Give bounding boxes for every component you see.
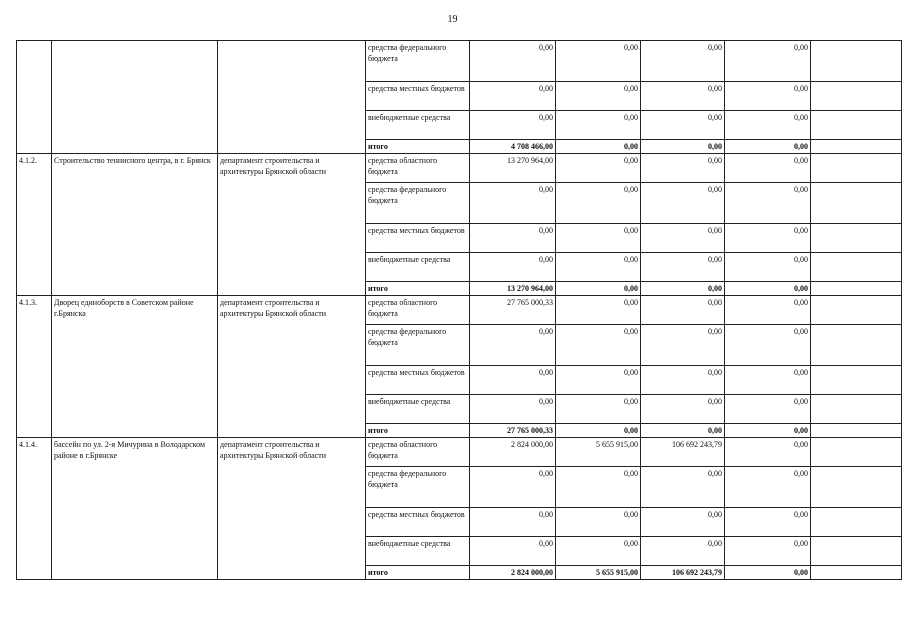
empty-cell [811, 566, 902, 580]
funding-source: средства федерального бюджета [366, 41, 470, 82]
amount-cell: 0,00 [725, 253, 811, 282]
amount-cell: 0,00 [556, 183, 641, 224]
amount-cell: 0,00 [556, 154, 641, 183]
funding-source: итого [366, 282, 470, 296]
amount-cell: 0,00 [725, 296, 811, 325]
empty-cell [811, 140, 902, 154]
amount-cell: 106 692 243,79 [641, 438, 725, 467]
amount-cell: 0,00 [556, 395, 641, 424]
amount-cell: 0,00 [641, 296, 725, 325]
amount-cell: 0,00 [556, 424, 641, 438]
amount-cell: 0,00 [556, 41, 641, 82]
amount-cell: 0,00 [470, 395, 556, 424]
item-name: бассейн по ул. 2-я Мичурина в Володарском районе в г.Брянске [52, 438, 218, 580]
funding-source: средства областного бюджета [366, 296, 470, 325]
amount-cell: 0,00 [725, 424, 811, 438]
empty-cell [811, 253, 902, 282]
amount-cell: 0,00 [641, 325, 725, 366]
funding-source: итого [366, 140, 470, 154]
amount-cell: 0,00 [556, 140, 641, 154]
amount-cell: 0,00 [556, 537, 641, 566]
empty-cell [811, 366, 902, 395]
item-name: Строительство теннисного центра, в г. Брянск [52, 154, 218, 296]
empty-cell [811, 537, 902, 566]
amount-cell: 0,00 [556, 325, 641, 366]
item-executor: департамент строительства и архитектуры Брянской области [218, 296, 366, 438]
amount-cell: 0,00 [641, 111, 725, 140]
funding-source: итого [366, 566, 470, 580]
amount-cell: 0,00 [641, 424, 725, 438]
amount-cell: 0,00 [641, 253, 725, 282]
funding-source: средства местных бюджетов [366, 82, 470, 111]
amount-cell: 0,00 [641, 467, 725, 508]
amount-cell: 0,00 [641, 282, 725, 296]
empty-cell [811, 154, 902, 183]
amount-cell: 0,00 [725, 154, 811, 183]
funding-source: внебюджетные средства [366, 395, 470, 424]
amount-cell: 0,00 [725, 183, 811, 224]
amount-cell: 0,00 [641, 395, 725, 424]
amount-cell: 0,00 [556, 111, 641, 140]
empty-cell [811, 325, 902, 366]
amount-cell: 4 708 466,00 [470, 140, 556, 154]
amount-cell: 0,00 [725, 82, 811, 111]
funding-source: итого [366, 424, 470, 438]
empty-cell [811, 111, 902, 140]
amount-cell: 13 270 964,00 [470, 282, 556, 296]
empty-cell [811, 224, 902, 253]
amount-cell: 0,00 [725, 467, 811, 508]
amount-cell: 0,00 [725, 111, 811, 140]
amount-cell: 0,00 [641, 154, 725, 183]
amount-cell: 0,00 [556, 282, 641, 296]
amount-cell: 0,00 [556, 508, 641, 537]
item-code [17, 41, 52, 154]
amount-cell: 0,00 [725, 566, 811, 580]
item-executor [218, 41, 366, 154]
amount-cell: 0,00 [725, 140, 811, 154]
funding-source: средства областного бюджета [366, 154, 470, 183]
amount-cell: 0,00 [641, 41, 725, 82]
amount-cell: 0,00 [641, 537, 725, 566]
amount-cell: 0,00 [556, 296, 641, 325]
amount-cell: 0,00 [470, 508, 556, 537]
item-code: 4.1.2. [17, 154, 52, 296]
empty-cell [811, 508, 902, 537]
funding-source: внебюджетные средства [366, 111, 470, 140]
amount-cell: 0,00 [556, 253, 641, 282]
funding-source: внебюджетные средства [366, 253, 470, 282]
amount-cell: 0,00 [725, 438, 811, 467]
empty-cell [811, 296, 902, 325]
funding-source: средства местных бюджетов [366, 224, 470, 253]
amount-cell: 106 692 243,79 [641, 566, 725, 580]
amount-cell: 0,00 [556, 82, 641, 111]
amount-cell: 2 824 000,00 [470, 566, 556, 580]
amount-cell: 0,00 [725, 41, 811, 82]
amount-cell: 0,00 [725, 537, 811, 566]
page-number: 19 [447, 14, 458, 25]
amount-cell: 0,00 [641, 508, 725, 537]
funding-source: средства местных бюджетов [366, 366, 470, 395]
empty-cell [811, 282, 902, 296]
amount-cell: 0,00 [556, 366, 641, 395]
funding-source: средства федерального бюджета [366, 325, 470, 366]
amount-cell: 0,00 [641, 82, 725, 111]
amount-cell: 2 824 000,00 [470, 438, 556, 467]
amount-cell: 0,00 [470, 111, 556, 140]
table-row [17, 154, 902, 183]
empty-cell [811, 41, 902, 82]
empty-cell [811, 467, 902, 508]
empty-cell [811, 424, 902, 438]
amount-cell: 0,00 [470, 325, 556, 366]
amount-cell: 0,00 [470, 366, 556, 395]
funding-source: средства местных бюджетов [366, 508, 470, 537]
funding-source: средства федерального бюджета [366, 467, 470, 508]
table-row [17, 41, 902, 82]
amount-cell: 0,00 [470, 183, 556, 224]
table-row [17, 438, 902, 467]
amount-cell: 5 655 915,00 [556, 438, 641, 467]
empty-cell [811, 183, 902, 224]
amount-cell: 0,00 [725, 508, 811, 537]
amount-cell: 5 655 915,00 [556, 566, 641, 580]
funding-source: средства федерального бюджета [366, 183, 470, 224]
empty-cell [811, 82, 902, 111]
amount-cell: 27 765 000,33 [470, 424, 556, 438]
funding-table-body [17, 41, 902, 580]
amount-cell: 0,00 [470, 537, 556, 566]
table-row [17, 296, 902, 325]
empty-cell [811, 438, 902, 467]
item-code: 4.1.4. [17, 438, 52, 580]
amount-cell: 0,00 [470, 224, 556, 253]
amount-cell: 0,00 [470, 467, 556, 508]
amount-cell: 0,00 [725, 325, 811, 366]
item-name [52, 41, 218, 154]
amount-cell: 0,00 [641, 224, 725, 253]
amount-cell: 0,00 [556, 467, 641, 508]
amount-cell: 0,00 [556, 224, 641, 253]
item-code: 4.1.3. [17, 296, 52, 438]
funding-source: средства областного бюджета [366, 438, 470, 467]
amount-cell: 0,00 [725, 224, 811, 253]
amount-cell: 27 765 000,33 [470, 296, 556, 325]
amount-cell: 0,00 [641, 366, 725, 395]
amount-cell: 0,00 [725, 282, 811, 296]
empty-cell [811, 395, 902, 424]
amount-cell: 0,00 [470, 41, 556, 82]
item-executor: департамент строительства и архитектуры Брянской области [218, 154, 366, 296]
amount-cell: 0,00 [470, 82, 556, 111]
amount-cell: 0,00 [725, 395, 811, 424]
amount-cell: 13 270 964,00 [470, 154, 556, 183]
amount-cell: 0,00 [725, 366, 811, 395]
funding-table [16, 40, 902, 580]
amount-cell: 0,00 [641, 183, 725, 224]
funding-source: внебюджетные средства [366, 537, 470, 566]
item-name: Дворец единоборств в Советском районе г.Брянска [52, 296, 218, 438]
item-executor: департамент строительства и архитектуры Брянской области [218, 438, 366, 580]
amount-cell: 0,00 [641, 140, 725, 154]
amount-cell: 0,00 [470, 253, 556, 282]
